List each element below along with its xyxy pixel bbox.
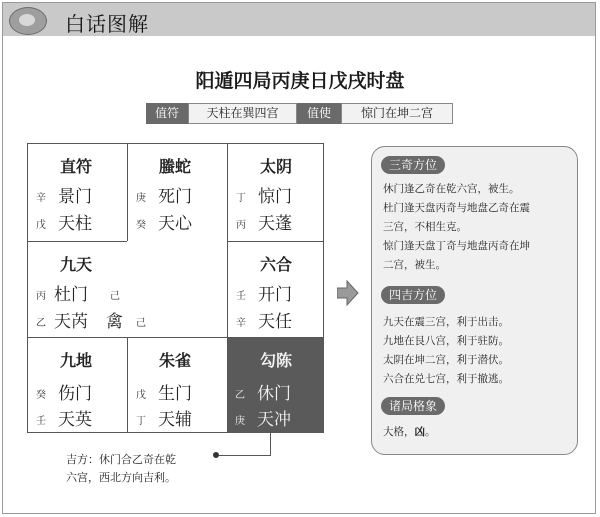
- callout-leader: [219, 455, 271, 456]
- text-line: 六宫，西北方向吉利。: [66, 471, 176, 484]
- star-label: 天冲: [257, 410, 291, 430]
- palace-name: 六合: [260, 255, 293, 274]
- door-label: 惊门: [258, 187, 292, 207]
- text-line: 六合在兑七宫，利于撤逃。: [383, 373, 509, 385]
- text-line: 太阴在坤二宫，利于潜伏。: [383, 354, 509, 366]
- stem-label: 癸: [36, 390, 46, 401]
- stem-label: 癸: [136, 220, 146, 231]
- palace-name: 勾陈: [260, 351, 293, 370]
- stem-label: 壬: [236, 291, 246, 302]
- palace-name: 九地: [60, 351, 93, 370]
- analysis-panel: [371, 146, 578, 455]
- stem-label: 辛: [236, 318, 246, 329]
- star-label: 天芮: [54, 312, 88, 332]
- palace-name: 太阴: [260, 157, 293, 176]
- star-label: 天心: [158, 214, 192, 234]
- stem-label: 戊: [36, 220, 46, 231]
- stem-label: 辛: [36, 193, 46, 204]
- cell-taiyin: [228, 144, 324, 241]
- star-label: 天蓬: [258, 214, 292, 234]
- section-title: 白话图解: [65, 12, 149, 36]
- star-label: 天英: [58, 410, 92, 430]
- door-label: 休门: [257, 384, 291, 404]
- stem-label: 丙: [36, 291, 46, 302]
- cell-center: [128, 242, 227, 337]
- sanqi-text: [383, 180, 530, 275]
- stem-label: 庚: [235, 416, 245, 427]
- logo-icon: [9, 7, 47, 35]
- star-label: 天辅: [158, 410, 192, 430]
- text-line: 惊门逢天盘丁奇与地盘丙奇在坤: [383, 240, 530, 252]
- star-label: 天柱: [58, 214, 92, 234]
- palace-name: 螣蛇: [159, 157, 192, 176]
- text-line: 九天在震三宫，利于出击。: [383, 316, 509, 328]
- section-label-geju: 诸局格象: [381, 397, 445, 415]
- stem-label: 己: [110, 291, 120, 302]
- page-title: 阳遁四局丙庚日戊戌时盘: [195, 70, 405, 92]
- zhifu-value: 天柱在巽四宫: [188, 103, 297, 124]
- door-label: 伤门: [58, 384, 92, 404]
- text-line: 九地在艮八宫，利于驻防。: [383, 335, 509, 347]
- section-header: [3, 3, 595, 36]
- cell-gouchen: [227, 338, 324, 433]
- star-label: 禽: [106, 312, 123, 332]
- section-label-sanqi: 三奇方位: [381, 156, 445, 174]
- nine-palace-grid: [27, 143, 324, 433]
- door-label: 杜门: [54, 285, 88, 305]
- stem-label: 己: [136, 318, 146, 329]
- auspicious-callout: [66, 451, 176, 487]
- text-fragment: 大格，: [383, 426, 415, 438]
- text-line: 杜门逢天盘丙奇与地盘乙奇在震: [383, 202, 530, 214]
- palace-name: 九天: [60, 255, 93, 274]
- door-label: 生门: [158, 384, 192, 404]
- stem-label: 庚: [136, 193, 146, 204]
- text-line: 吉方：休门合乙奇在乾: [66, 453, 176, 466]
- zhifu-label: 值符: [146, 103, 188, 124]
- geju-text: [383, 423, 436, 442]
- section-label-siji: 四吉方位: [381, 286, 445, 304]
- text-line: 休门逢乙奇在乾六宫，被生。: [383, 183, 520, 195]
- palace-name: 朱雀: [159, 351, 192, 370]
- star-label: 天任: [258, 312, 292, 332]
- siji-text: [383, 313, 509, 389]
- stem-label: 丁: [136, 416, 146, 427]
- zhishi-value: 惊门在坤二宫: [341, 103, 453, 124]
- cell-zhifu: [28, 144, 127, 241]
- cell-jiutian: [28, 242, 127, 337]
- cell-jiudi: [28, 338, 127, 433]
- door-label: 死门: [158, 187, 192, 207]
- stem-label: 乙: [36, 318, 46, 329]
- door-label: 开门: [258, 285, 292, 305]
- callout-leader: [270, 430, 271, 456]
- cell-zhuque: [128, 338, 227, 433]
- stem-label: 丁: [236, 193, 246, 204]
- door-label: 景门: [58, 187, 92, 207]
- stem-label: 戊: [136, 390, 146, 401]
- stem-label: 乙: [235, 390, 245, 401]
- text-line: 二宫，被生。: [383, 259, 446, 271]
- verdict-text: 凶: [414, 426, 425, 438]
- cell-tengshe: [128, 144, 227, 241]
- stem-label: 壬: [36, 416, 46, 427]
- cell-liuhe: [228, 242, 324, 337]
- palace-name: 直符: [60, 157, 93, 176]
- text-line: 三宫，不相生克。: [383, 221, 467, 233]
- arrow-right-icon: [337, 280, 359, 306]
- callout-dot: [213, 452, 219, 458]
- stem-label: 丙: [236, 220, 246, 231]
- zhishi-label: 值使: [297, 103, 341, 124]
- text-fragment: 。: [425, 426, 436, 438]
